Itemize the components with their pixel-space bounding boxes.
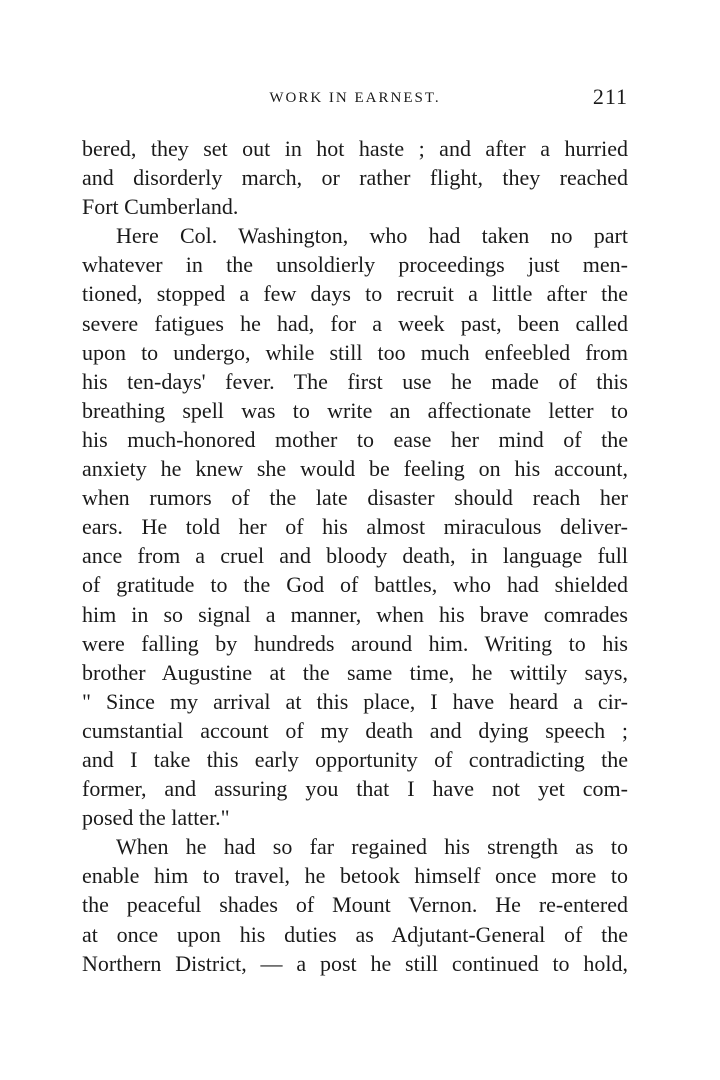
- text-line: bered, they set out in hot haste ; and after a hurried: [82, 136, 628, 161]
- text-line: and I take this early opportunity of contradicting the: [82, 746, 628, 772]
- text-line: posed the latter.": [82, 805, 230, 831]
- text-line: ears. He told her of his almost miraculous deliver-: [82, 514, 628, 540]
- text-line: his much-honored mother to ease her mind of the: [82, 426, 628, 452]
- text-line: cumstantial account of my death and dying speech ;: [82, 717, 628, 743]
- text-line: Northern District, — a post he still continued to hold,: [82, 950, 628, 976]
- text-line: When he had so far regained his strength as to: [116, 834, 628, 860]
- text-line: enable him to travel, he betook himself once more to: [82, 863, 628, 889]
- text-line: at once upon his duties as Adjutant-General of the: [82, 921, 628, 947]
- text-line: were falling by hundreds around him. Writing to his: [82, 630, 628, 656]
- body-text: [82, 134, 628, 978]
- text-line: his ten-days' fever. The first use he made of this: [82, 368, 628, 394]
- text-line: the peaceful shades of Mount Vernon. He re-entered: [82, 892, 628, 918]
- text-line: tioned, stopped a few days to recruit a little after the: [82, 281, 628, 307]
- text-line: him in so signal a manner, when his brave comrades: [82, 601, 628, 627]
- text-line: anxiety he knew she would be feeling on his account,: [82, 456, 628, 482]
- text-line: " Since my arrival at this place, I have heard a cir-: [82, 688, 628, 714]
- text-line: of gratitude to the God of battles, who had shielded: [82, 572, 628, 598]
- text-line: ance from a cruel and bloody death, in language full: [82, 543, 628, 569]
- text-line: upon to undergo, while still too much enfeebled from: [82, 339, 628, 365]
- text-line: severe fatigues he had, for a week past, been called: [82, 310, 628, 336]
- text-line: and disorderly march, or rather flight, they reached: [82, 165, 628, 191]
- text-line: Here Col. Washington, who had taken no part: [116, 223, 628, 249]
- text-line: former, and assuring you that I have not yet com-: [82, 776, 628, 802]
- text-line: breathing spell was to write an affectionate letter to: [82, 397, 628, 423]
- text-line: when rumors of the late disaster should reach her: [82, 485, 628, 511]
- running-title: WORK IN EARNEST.: [269, 90, 441, 106]
- running-head: [82, 84, 628, 114]
- text-line: whatever in the unsoldierly proceedings just men-: [82, 252, 628, 278]
- page-number: 211: [592, 84, 628, 109]
- text-line: Fort Cumberland.: [82, 194, 239, 220]
- text-line: brother Augustine at the same time, he wittily says,: [82, 659, 628, 685]
